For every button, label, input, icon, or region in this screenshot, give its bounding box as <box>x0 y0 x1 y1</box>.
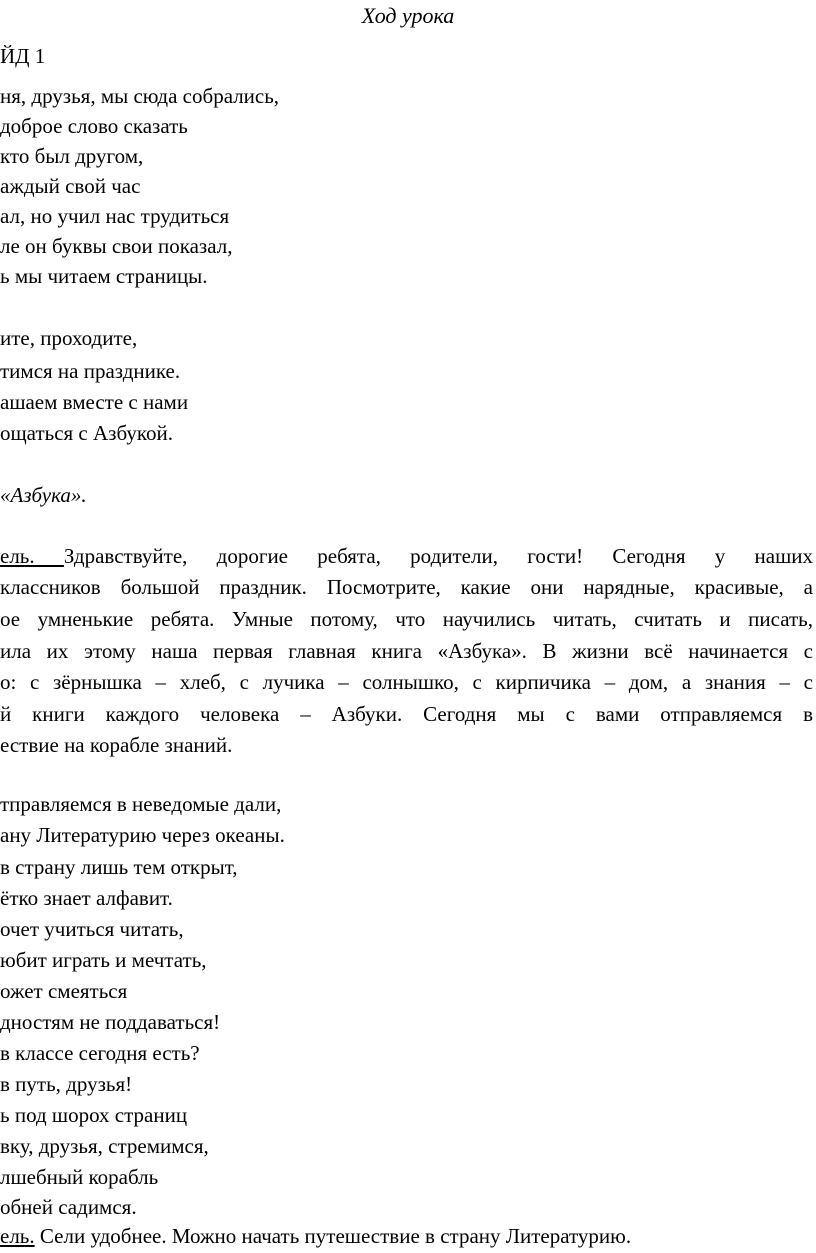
poem-line: в классе сегодня есть? <box>0 1041 200 1065</box>
speaker-label: ель. <box>0 544 64 568</box>
poem-line: ощаться с Азбукой. <box>0 421 173 445</box>
poem-line: кто был другом, <box>0 144 144 168</box>
final-text: Сели удобнее. Можно начать путешествие в страну Литературию. <box>34 1224 632 1248</box>
speaker-label: ель. <box>0 1224 35 1248</box>
speech-line: ествие на корабле знаний. <box>0 733 233 757</box>
poem-line: ня, друзья, мы сюда собрались, <box>0 84 280 108</box>
poem-line: в страну лишь тем открыт, <box>0 855 238 879</box>
poem-line: лшебный корабль <box>0 1165 159 1189</box>
poem-line: дностям не поддаваться! <box>0 1010 221 1034</box>
poem-line: тправляемся в неведомые дали, <box>0 792 282 816</box>
speech-line: о: с зёрнышка – хлеб, с лучика – солнышко, с кирпичика – дом, а знания – с <box>0 670 813 694</box>
page-title: Ход урока <box>361 3 455 28</box>
poem-line: ал, но учил нас трудиться <box>0 204 230 228</box>
poem-line: ётко знает алфавит. <box>0 886 173 910</box>
poem-line: тимся на празднике. <box>0 359 181 383</box>
speech-text: Здравствуйте, дорогие ребята, родители, гости! Сегодня у наших <box>63 544 813 568</box>
poem-line: аждый свой час <box>0 174 141 198</box>
poem-line: ь под шорох страниц <box>0 1103 188 1127</box>
poem-line: юбит играть и мечтать, <box>0 948 207 972</box>
poem-line: доброе слово сказать <box>0 114 188 138</box>
speech-line: й книги каждого человека – Азбуки. Сегодня мы с вами отправляемся в <box>0 702 813 726</box>
poem-line: ашаем вместе с нами <box>0 390 189 414</box>
poem-line: обней садимся. <box>0 1195 137 1219</box>
speech-line: ое умненькие ребята. Умные потому, что научились читать, считать и писать, <box>0 607 813 631</box>
poem-line: ле он буквы свои показал, <box>0 234 233 258</box>
speech-line: классников большой праздник. Посмотрите, какие они нарядные, красивые, а <box>0 575 813 599</box>
speech-line: ила их этому наша первая главная книга «Азбука». В жизни всё начинается с <box>0 639 813 663</box>
slide-label: ЙД 1 <box>0 44 46 68</box>
poem-line: очет учиться читать, <box>0 917 184 941</box>
poem-line: ану Литературию через океаны. <box>0 823 285 847</box>
poem-line: ь мы читаем страницы. <box>0 264 208 288</box>
speech-line <box>0 542 813 570</box>
poem-line: в путь, друзья! <box>0 1072 133 1096</box>
poem-line: ите, проходите, <box>0 326 138 350</box>
final-line <box>0 1222 631 1250</box>
poem-line: ожет смеяться <box>0 979 128 1003</box>
poem-line: вку, друзья, стремимся, <box>0 1134 209 1158</box>
song-title: «Азбука». <box>0 483 87 507</box>
